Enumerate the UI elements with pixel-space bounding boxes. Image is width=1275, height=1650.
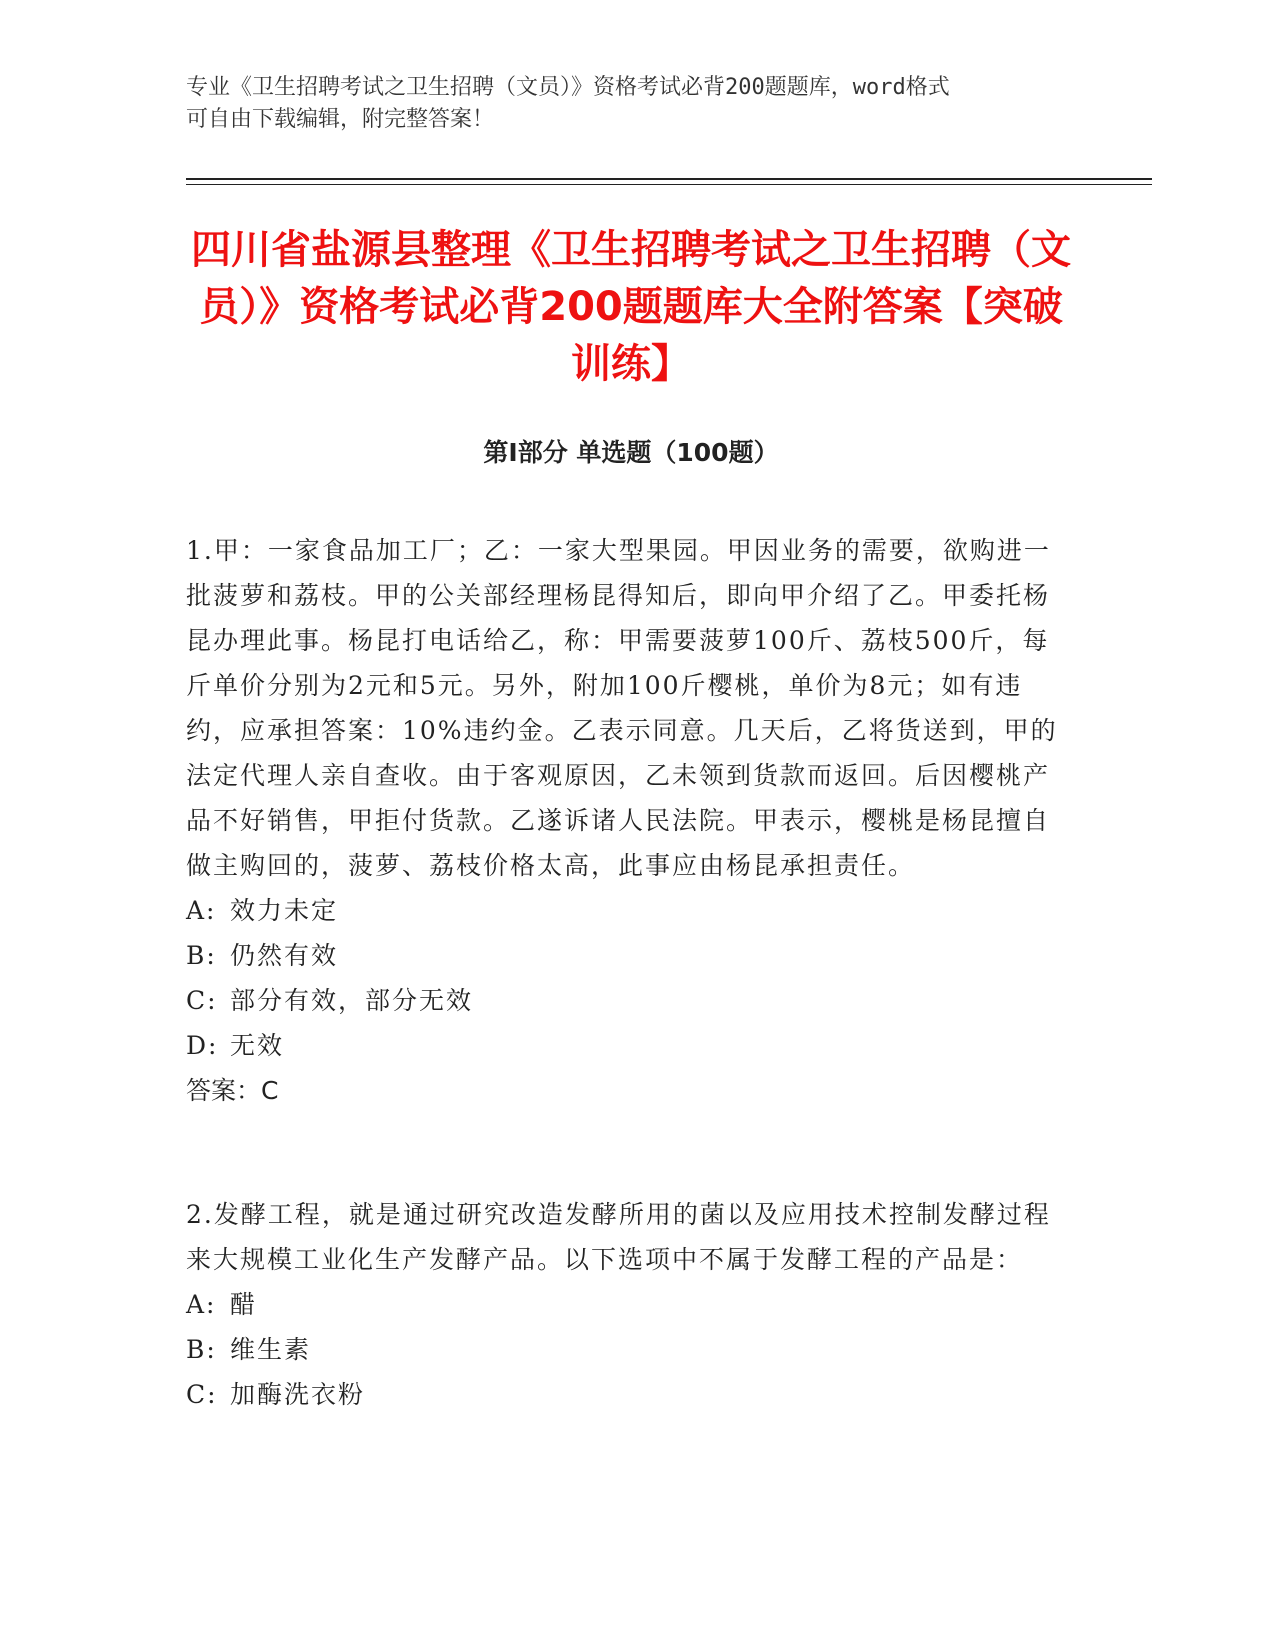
option-text: 部分有效，部分无效 — [230, 986, 474, 1015]
header-divider-thin — [186, 184, 1152, 185]
header-note: 专业《卫生招聘考试之卫生招聘（文员）》资格考试必背200题题库，word格式 可自由下载编辑，附完整答案！ — [186, 75, 950, 132]
document-title: 四川省盐源县整理《卫生招聘考试之卫生招聘（文员）》资格考试必背200题题库大全附答案【突破训练】 — [191, 227, 1071, 387]
section-title: 第Ⅰ部分 单选题（100题） — [483, 438, 779, 467]
option-c — [186, 978, 1066, 1023]
option-text: 维生素 — [230, 1335, 312, 1364]
option-c — [186, 1372, 1066, 1417]
option-text: 加酶洗衣粉 — [230, 1380, 366, 1409]
option-b — [186, 1327, 1066, 1372]
option-a — [186, 1282, 1066, 1327]
header-divider-thick — [186, 178, 1152, 180]
option-text: 醋 — [230, 1290, 258, 1319]
question-2 — [186, 1192, 1066, 1417]
option-key: C: — [186, 1380, 218, 1409]
question-1 — [186, 528, 1066, 1113]
option-text: 效力未定 — [230, 896, 339, 925]
option-d — [186, 1023, 1066, 1068]
option-key: B: — [186, 941, 217, 970]
answer-text: 答案：C — [186, 1076, 279, 1105]
question-stem: 2.发酵工程，就是通过研究改造发酵所用的菌以及应用技术控制发酵过程来大规模工业化生产发酵产品。以下选项中不属于发酵工程的产品是： — [186, 1200, 1051, 1274]
option-b — [186, 933, 1066, 978]
option-key: C: — [186, 986, 218, 1015]
option-key: D: — [186, 1031, 219, 1060]
option-key: B: — [186, 1335, 217, 1364]
option-key: A: — [186, 1290, 217, 1319]
option-text: 无效 — [230, 1031, 285, 1060]
option-text: 仍然有效 — [230, 941, 339, 970]
question-stem: 1.甲：一家食品加工厂；乙：一家大型果园。甲因业务的需要，欲购进一批菠萝和荔枝。甲的公关部经理杨昆得知后，即向甲介绍了乙。甲委托杨昆办理此事。杨昆打电话给乙，称：甲需要菠萝100斤、荔枝500斤，每斤单价分别为2元和5元。另外，附加100斤樱桃，单价为8元；如有违约，应承担答案：10%违约金。乙表示同意。几天后，乙将货送到，甲的法定代理人亲自查收。由于客观原因，乙未领到货款而返回。后因樱桃产品不好销售，甲拒付货款。乙遂诉诸人民法院。甲表示，樱桃是杨昆擅自做主购回的，菠萝、荔枝价格太高，此事应由杨昆承担责任。 — [186, 536, 1058, 880]
option-key: A: — [186, 896, 217, 925]
option-a — [186, 888, 1066, 933]
